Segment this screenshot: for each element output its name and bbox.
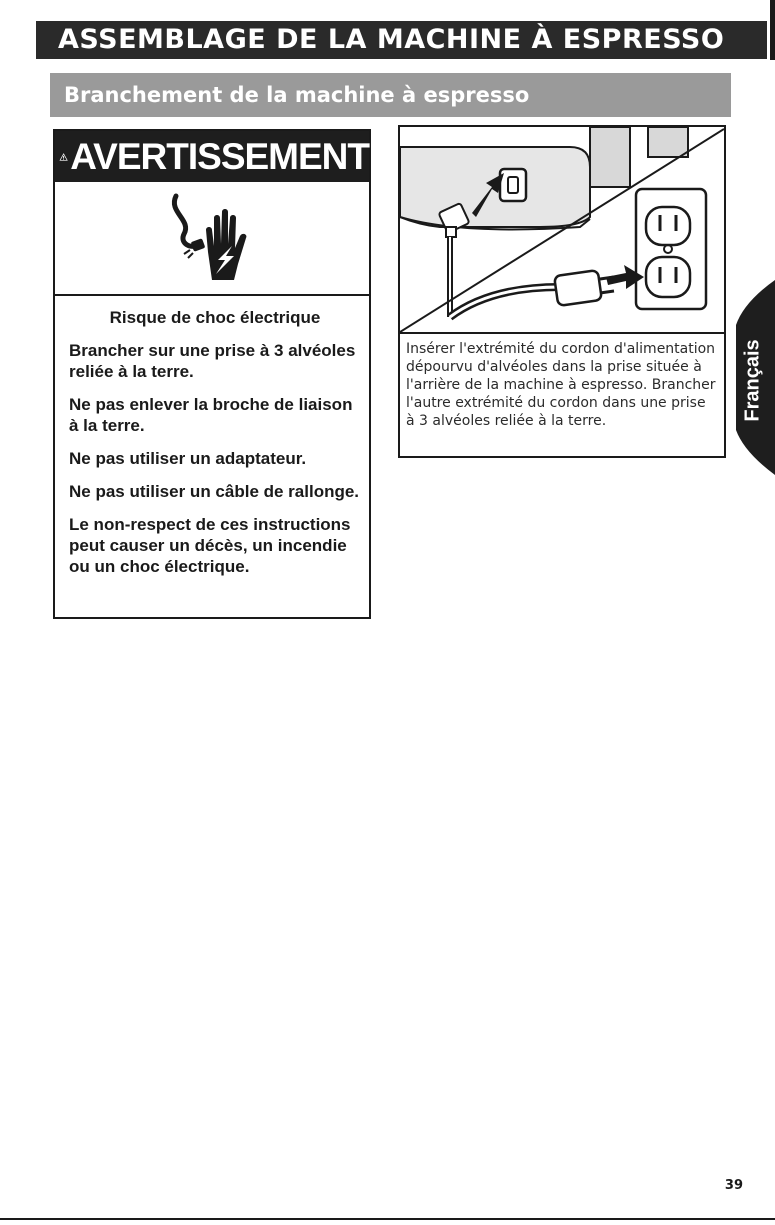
- electric-shock-hand-icon: [162, 190, 262, 286]
- edge-bar: [770, 0, 775, 60]
- footer-rule: [0, 1218, 775, 1220]
- language-tab-label-wrap: [732, 340, 775, 420]
- page-title: ASSEMBLAGE DE LA MACHINE À ESPRESSO: [58, 24, 725, 55]
- section-heading-bar: [50, 73, 731, 117]
- warning-line: Le non-respect de ces instructions peut causer un décès, un incendie ou un choc électrique.: [69, 515, 351, 576]
- wall-outlet-socket: [646, 207, 690, 245]
- illustration-caption: Insérer l'extrémité du cordon d'alimentation dépourvu d'alvéoles dans la prise située à l'arrière de la machine à espresso. Brancher l'autre extrémité du cordon dans une prise à 3 alvéoles reliée à la terre.: [400, 332, 724, 430]
- warning-line: Ne pas utiliser un câble de rallonge.: [69, 482, 360, 501]
- appliance-plug-neck: [446, 227, 456, 237]
- page-number: 39: [724, 1178, 743, 1193]
- warning-risk-heading: Risque de choc électrique: [109, 308, 321, 327]
- section-heading: Branchement de la machine à espresso: [64, 83, 530, 107]
- machine-socket: [500, 169, 526, 201]
- warning-title: AVERTISSEMENT: [70, 135, 369, 177]
- language-tab-label: Français: [742, 338, 765, 422]
- warning-triangle-icon: [59, 137, 68, 177]
- machine-column: [648, 127, 688, 157]
- grounded-plug: [554, 270, 602, 306]
- warning-box: [53, 129, 371, 619]
- page-title-banner: [36, 21, 767, 59]
- electric-shock-pictogram: [55, 182, 369, 296]
- warning-line: Ne pas enlever la broche de liaison à la terre.: [69, 395, 353, 435]
- wall-outlet-socket: [646, 257, 690, 297]
- warning-body: [55, 296, 369, 577]
- machine-column: [590, 127, 630, 187]
- warning-line: Brancher sur une prise à 3 alvéoles reliée à la terre.: [69, 341, 356, 381]
- warning-line: Ne pas utiliser un adaptateur.: [69, 449, 307, 468]
- plug-diagram: [400, 127, 724, 332]
- plug-illustration: [398, 125, 726, 458]
- warning-header: [55, 131, 369, 182]
